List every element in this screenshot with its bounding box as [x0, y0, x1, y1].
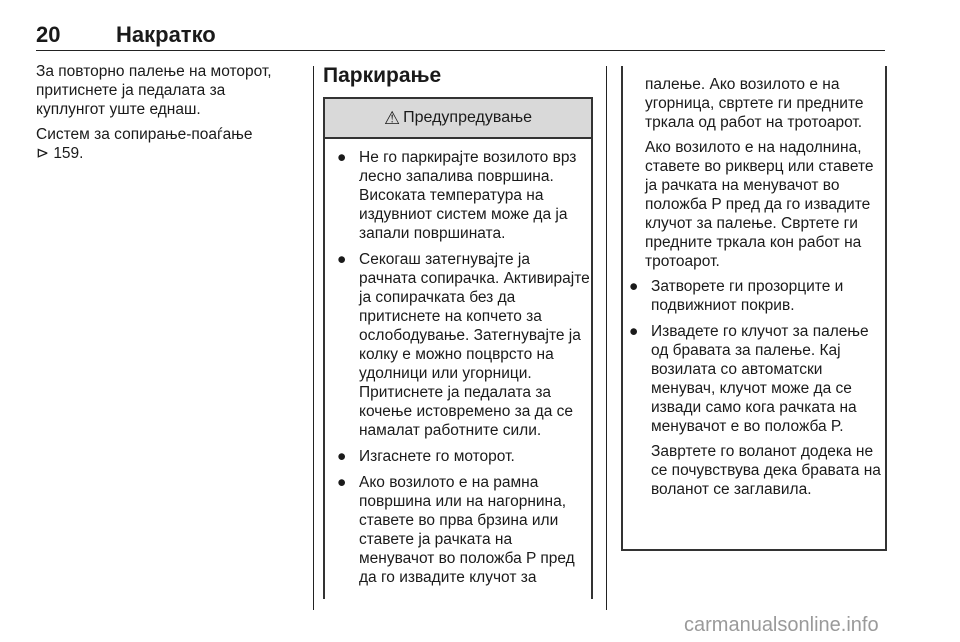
list-item-text: Ако возилото е на рамна површина или на нагорнина, ставете во прва брзина или ставете ја рачката на менувачот во положба P пред да го извадите клучот за [359, 474, 575, 586]
list-item-text: Затворете ги прозорците и подвижниот покрив. [651, 278, 844, 314]
page-title: Накратко [116, 22, 216, 47]
warning-header [325, 99, 591, 139]
instruction-list [623, 277, 885, 499]
column-divider [313, 66, 314, 610]
list-item-text: Секогаш затегнувајте ја рачната сопирачка. Активирајте ја сопирачката без да притиснете на копчето за ослободување. Затегнувајте ја колку е можно поцврсто на удолници или угорници. Притиснете ја педалата за кочење истовремено за да се намалат работните сили. [359, 251, 590, 439]
continued-text [623, 75, 885, 271]
paragraph: Ако возилото е на надолнина, ставете во рикверц или ставете ја рачката на менувачот во положба P пред да го извадите клучот за палење. Свртете ги предните тркала кон работ на тротоарот. [645, 139, 874, 270]
list-item-text: Изгаснете го моторот. [359, 448, 515, 465]
warning-box [323, 97, 593, 599]
paragraph: палење. Ако возилото е на угорница, свртете ги предните тркала од работ на тротоарот. [645, 76, 864, 131]
list-item-text: Извадете го клучот за палење од бравата за палење. Кај возилата со автоматски менувач, клучот може да се извади само кога рачката на менувачот е во положба P. [651, 323, 869, 435]
warning-box-continued [621, 66, 887, 551]
list-item [337, 473, 591, 587]
bullet-icon: ● [629, 323, 639, 340]
bullet-icon: ● [337, 149, 347, 166]
cross-reference [36, 125, 296, 163]
watermark: carmanualsonline.info [684, 614, 879, 636]
list-item [337, 148, 591, 243]
bullet-icon: ● [337, 448, 347, 465]
warning-title: Предупредување [403, 109, 532, 126]
list-item [337, 250, 591, 440]
paragraph: За повторно палење на моторот, притиснете ја педалата за куплунгот уште еднаш. [36, 63, 272, 118]
list-item-text: Не го паркирајте возилото врз лесно запалива површина. Високата температура на издувниот систем може да ја запали површината. [359, 149, 577, 242]
list-item [629, 277, 885, 315]
column-divider [606, 66, 607, 610]
bullet-icon: ● [629, 278, 639, 295]
cross-reference-label: Систем за сопирање-поаѓање [36, 126, 253, 143]
page-number: 20 [36, 22, 61, 47]
header-rule [36, 50, 885, 51]
bullet-icon: ● [337, 474, 347, 491]
warning-triangle-icon: ⚠ [384, 107, 401, 128]
reference-arrow-icon: ⊳ [36, 145, 49, 162]
page-header [36, 22, 884, 52]
list-item-subtext: Завртете го воланот додека не се почувствува дека бравата на воланот се заглавила. [651, 443, 881, 498]
left-column [36, 62, 296, 169]
warning-list [337, 148, 591, 587]
section-heading: Паркирање [323, 64, 442, 87]
list-item [629, 322, 885, 499]
page-reference-link[interactable]: 159. [53, 145, 84, 162]
list-item [337, 447, 591, 466]
bullet-icon: ● [337, 251, 347, 268]
